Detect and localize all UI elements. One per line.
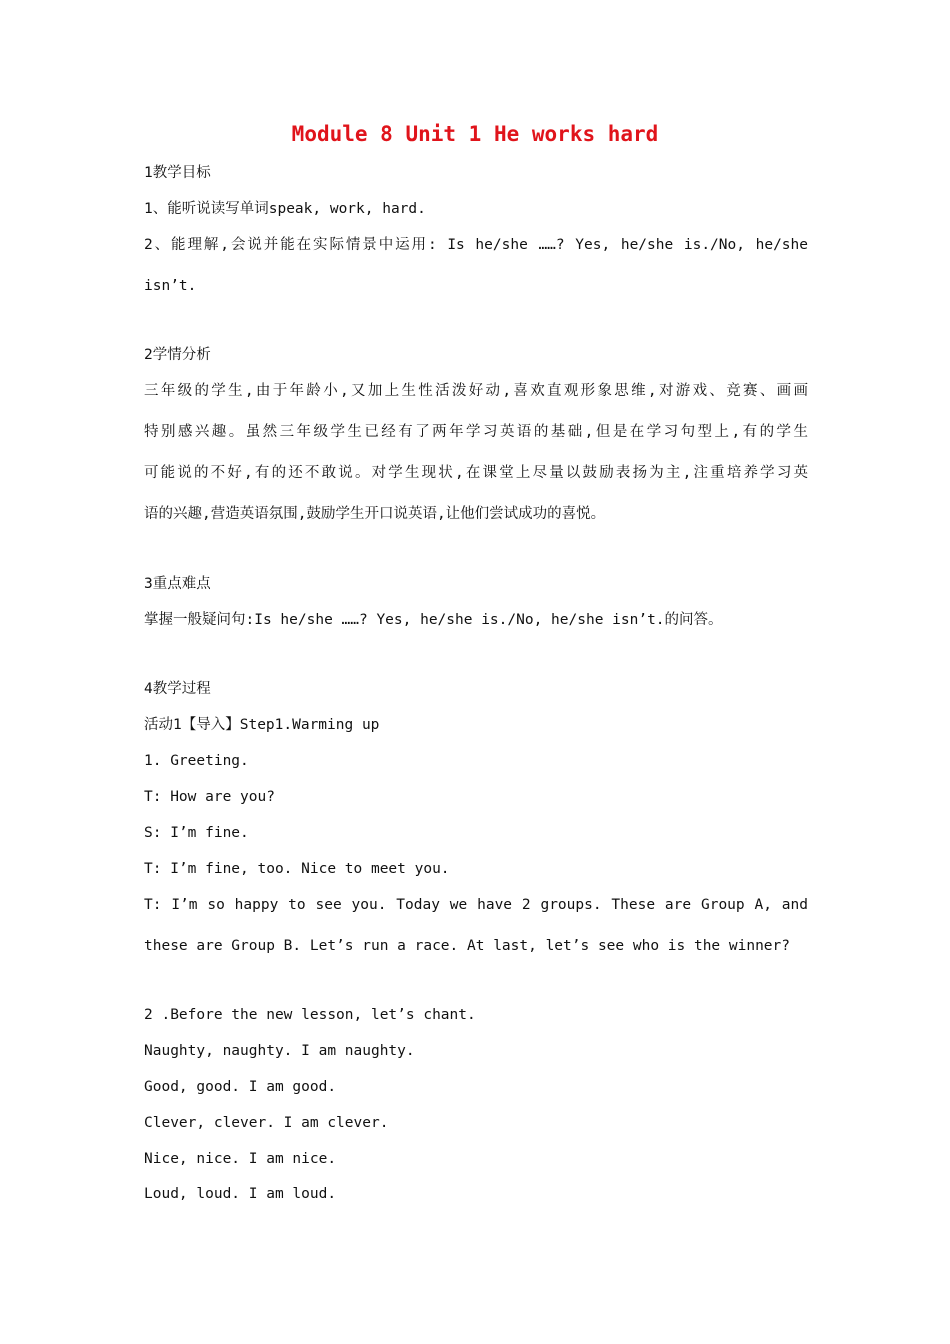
section-heading-key-points: 3重点难点 xyxy=(144,576,211,592)
analysis-line-1: 三年级的学生,由于年龄小,又加上生性活泼好动,喜欢直观形象思维,对游戏、竞赛、画画 xyxy=(144,383,808,399)
chant-line-2: Good, good. I am good. xyxy=(144,1079,337,1095)
goal-item-2-line-1: 2、能理解,会说并能在实际情景中运用: Is he/she ……? Yes, he/she is./No, he/she xyxy=(144,237,808,253)
document-title: Module 8 Unit 1 He works hard xyxy=(291,122,659,146)
greeting-item: 1. Greeting. xyxy=(144,753,249,769)
section-heading-analysis: 2学情分析 xyxy=(144,347,211,363)
goal-item-2-line-2: isn’t. xyxy=(144,278,197,294)
dialog-line-4: T: I’m so happy to see you. Today we have 2 groups. These are Group A, and xyxy=(144,897,808,913)
dialog-line-5: these are Group B. Let’s run a race. At last, let’s see who is the winner? xyxy=(144,938,791,954)
dialog-line-3: T: I’m fine, too. Nice to meet you. xyxy=(144,861,450,877)
analysis-line-2: 特别感兴趣。虽然三年级学生已经有了两年学习英语的基础,但是在学习句型上,有的学生 xyxy=(144,424,808,440)
dialog-line-2: S: I’m fine. xyxy=(144,825,249,841)
analysis-line-4: 语的兴趣,营造英语氛围,鼓励学生开口说英语,让他们尝试成功的喜悦。 xyxy=(144,506,606,522)
chant-line-4: Nice, nice. I am nice. xyxy=(144,1151,337,1167)
chant-line-3: Clever, clever. I am clever. xyxy=(144,1115,389,1131)
activity-heading: 活动1【导入】Step1.Warming up xyxy=(144,717,380,733)
section-heading-goals: 1教学目标 xyxy=(144,165,211,181)
goal-item-1: 1、能听说读写单词speak, work, hard. xyxy=(144,201,426,217)
chant-line-5: Loud, loud. I am loud. xyxy=(144,1186,337,1202)
chant-intro: 2 .Before the new lesson, let’s chant. xyxy=(144,1007,476,1023)
analysis-line-3: 可能说的不好,有的还不敢说。对学生现状,在课堂上尽量以鼓励表扬为主,注重培养学习英 xyxy=(144,465,808,481)
key-points-text: 掌握一般疑问句:Is he/she ……? Yes, he/she is./No, he/she isn’t.的问答。 xyxy=(144,612,723,628)
chant-line-1: Naughty, naughty. I am naughty. xyxy=(144,1043,415,1059)
section-heading-process: 4教学过程 xyxy=(144,681,211,697)
dialog-line-1: T: How are you? xyxy=(144,789,275,805)
